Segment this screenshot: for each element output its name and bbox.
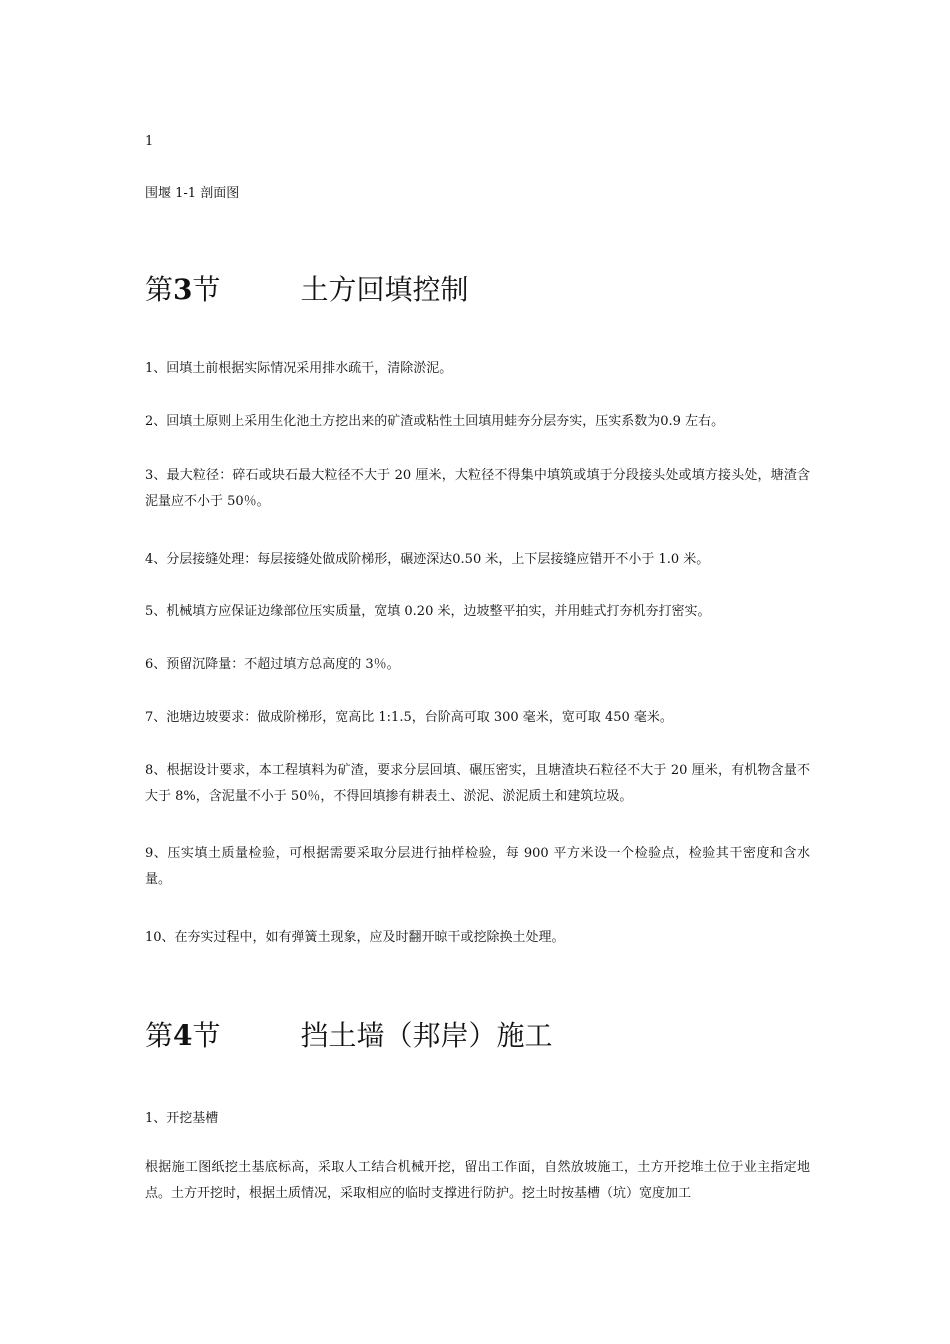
section-3-item-4: 4、分层接缝处理：每层接缝处做成阶梯形，碾迹深达0.50 米，上下层接缝应错开不小于 1.0 米。 bbox=[145, 552, 710, 567]
section-4-prefix: 第 bbox=[145, 1019, 174, 1052]
section-3-item-10: 10、在夯实过程中，如有弹簧土现象，应及时翻开晾干或挖除换土处理。 bbox=[145, 930, 565, 945]
section-3-heading bbox=[145, 273, 469, 307]
section-3-item-1: 1、回填土前根据实际情况采用排水疏干，清除淤泥。 bbox=[145, 361, 453, 376]
section-3-prefix: 第 bbox=[145, 273, 174, 306]
section-3-item-6: 6、预留沉降量：不超过填方总高度的 3％。 bbox=[145, 657, 400, 672]
section-3-item-7: 7、池塘边坡要求：做成阶梯形，宽高比 1:1.5，台阶高可取 300 毫米，宽可取 450 毫米。 bbox=[145, 710, 673, 725]
section-4-title: 挡土墙（邦岸）施工 bbox=[300, 1019, 553, 1052]
section-3-suffix: 节 bbox=[192, 273, 221, 306]
section-4-paragraph: 根据施工图纸挖土基底标高，采取人工结合机械开挖，留出工作面，自然放坡施工，土方开挖堆土位于业主指定地点。土方开挖时，根据土质情况，采取相应的临时支撑进行防护。挖土时按基槽（坑）宽度加工 bbox=[145, 1160, 810, 1201]
section-4-number: 4 bbox=[173, 1019, 193, 1052]
section-3-title: 土方回填控制 bbox=[300, 273, 469, 306]
section-3-item-2: 2、回填土原则上采用生化池土方挖出来的矿渣或粘性土回填用蛙夯分层夯实，压实系数为0.9 左右。 bbox=[145, 414, 725, 429]
section-3-item-5: 5、机械填方应保证边缘部位压实质量，宽填 0.20 米，边坡整平拍实，并用蛙式打夯机夯打密实。 bbox=[145, 604, 711, 619]
page-number: 1 bbox=[145, 134, 154, 149]
section-4-suffix: 节 bbox=[192, 1019, 221, 1052]
section-3-item-9: 9、压实填土质量检验，可根据需要采取分层进行抽样检验，每 900 平方米设一个检验点，检验其干密度和含水量。 bbox=[145, 846, 810, 887]
figure-caption: 围堰 1-1 剖面图 bbox=[145, 186, 240, 201]
section-3-number: 3 bbox=[173, 273, 193, 306]
section-4-heading bbox=[145, 1019, 553, 1053]
section-3-item-8: 8、根据设计要求，本工程填料为矿渣，要求分层回填、碾压密实，且塘渣块石粒径不大于 20 厘米，有机物含量不大于 8%，含泥量不小于 50％，不得回填掺有耕表土、淤泥、淤泥质土和建筑垃圾。 bbox=[145, 763, 810, 804]
section-4-item-1: 1、开挖基槽 bbox=[145, 1111, 219, 1126]
section-3-item-3: 3、最大粒径：碎石或块石最大粒径不大于 20 厘米，大粒径不得集中填筑或填于分段接头处或填方接头处，塘渣含泥量应不小于 50％。 bbox=[145, 468, 810, 509]
